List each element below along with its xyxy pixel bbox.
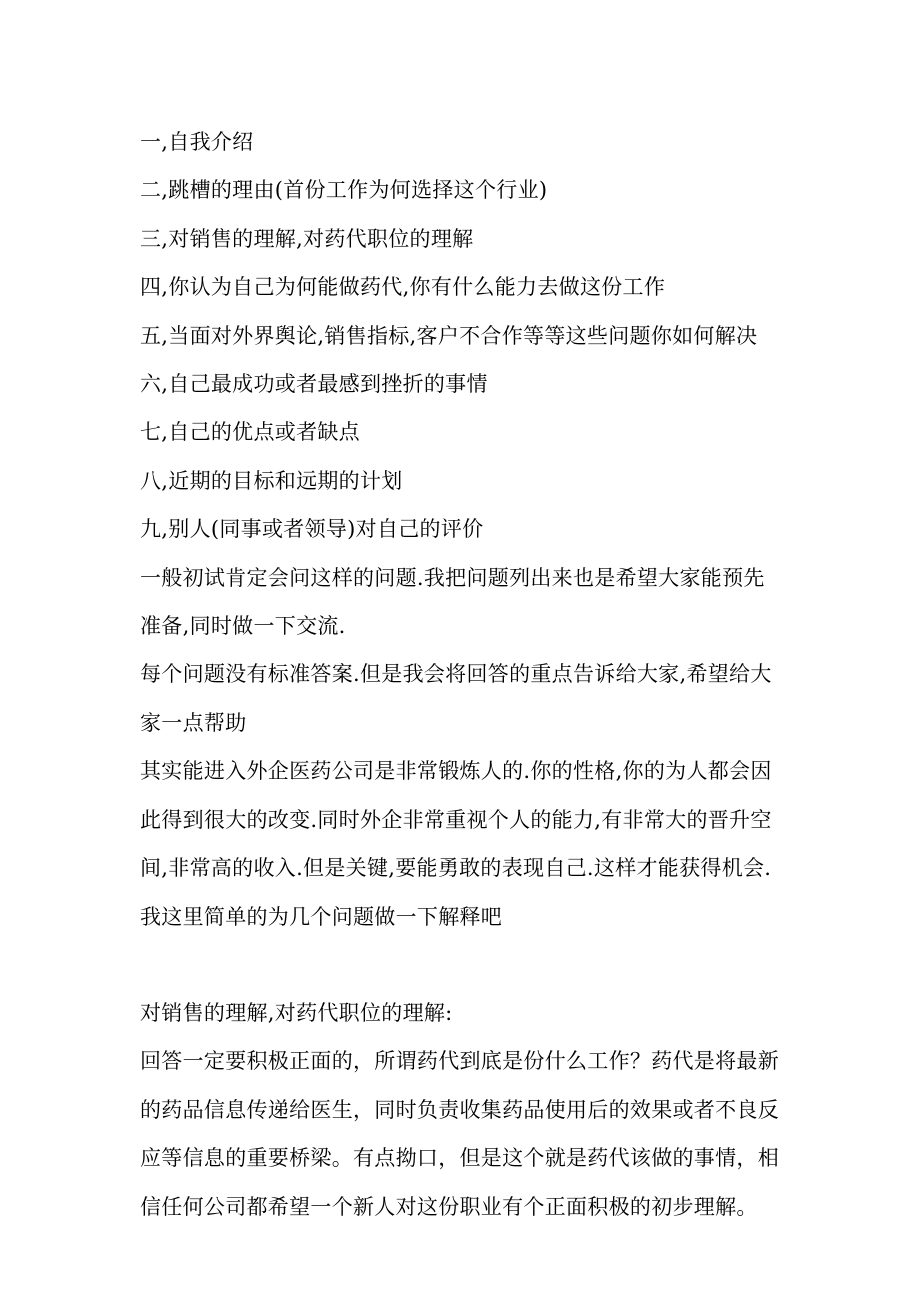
- question-item: 三,对销售的理解,对药代职位的理解: [140, 226, 474, 251]
- paragraph-line: 准备,同时做一下交流.: [140, 614, 346, 639]
- question-item: 二,跳槽的理由(首份工作为何选择这个行业): [140, 178, 548, 203]
- paragraph-line: 回答一定要积极正面的，所谓药代到底是份什么工作？药代是将最新: [140, 1049, 779, 1074]
- question-item: 五,当面对外界舆论,销售指标,客户不合作等等这些问题你如何解决: [140, 323, 758, 348]
- question-list: [140, 118, 790, 554]
- question-item: 七,自己的优点或者缺点: [140, 420, 360, 445]
- section-heading: 对销售的理解,对药代职位的理解:: [140, 1000, 453, 1025]
- paragraph-line: 家一点帮助: [140, 710, 247, 735]
- blank-line: [140, 941, 790, 989]
- intro-paragraphs: [140, 554, 790, 941]
- paragraph-line: 一般初试肯定会问这样的问题.我把问题列出来也是希望大家能预先: [140, 565, 765, 590]
- paragraph-line: 信任何公司都希望一个新人对这份职业有个正面积极的初步理解。: [140, 1194, 758, 1219]
- question-item: 四,你认为自己为何能做药代,你有什么能力去做这份工作: [140, 275, 666, 300]
- question-item: 六,自己最成功或者最感到挫折的事情: [140, 372, 488, 397]
- question-item: 八,近期的目标和远期的计划: [140, 468, 403, 493]
- paragraph-line: 的药品信息传递给医生，同时负责收集药品使用后的效果或者不良反: [140, 1097, 779, 1122]
- document-body: [140, 118, 790, 1231]
- answer-section: [140, 989, 790, 1231]
- paragraph-line: 此得到很大的改变.同时外企非常重视个人的能力,有非常大的晋升空: [140, 807, 772, 832]
- paragraph-line: 其实能进入外企医药公司是非常锻炼人的.你的性格,你的为人都会因: [140, 759, 772, 784]
- paragraph-line: 我这里简单的为几个问题做一下解释吧: [140, 904, 503, 929]
- paragraph-line: 应等信息的重要桥梁。有点拗口，但是这个就是药代该做的事情，相: [140, 1146, 779, 1171]
- paragraph-line: 每个问题没有标准答案.但是我会将回答的重点告诉给大家,希望给大: [140, 662, 772, 687]
- question-item: 一,自我介绍: [140, 130, 254, 154]
- paragraph-line: 间,非常高的收入.但是关键,要能勇敢的表现自己.这样才能获得机会.: [140, 856, 772, 881]
- question-item: 九,别人(同事或者领导)对自己的评价: [140, 517, 484, 542]
